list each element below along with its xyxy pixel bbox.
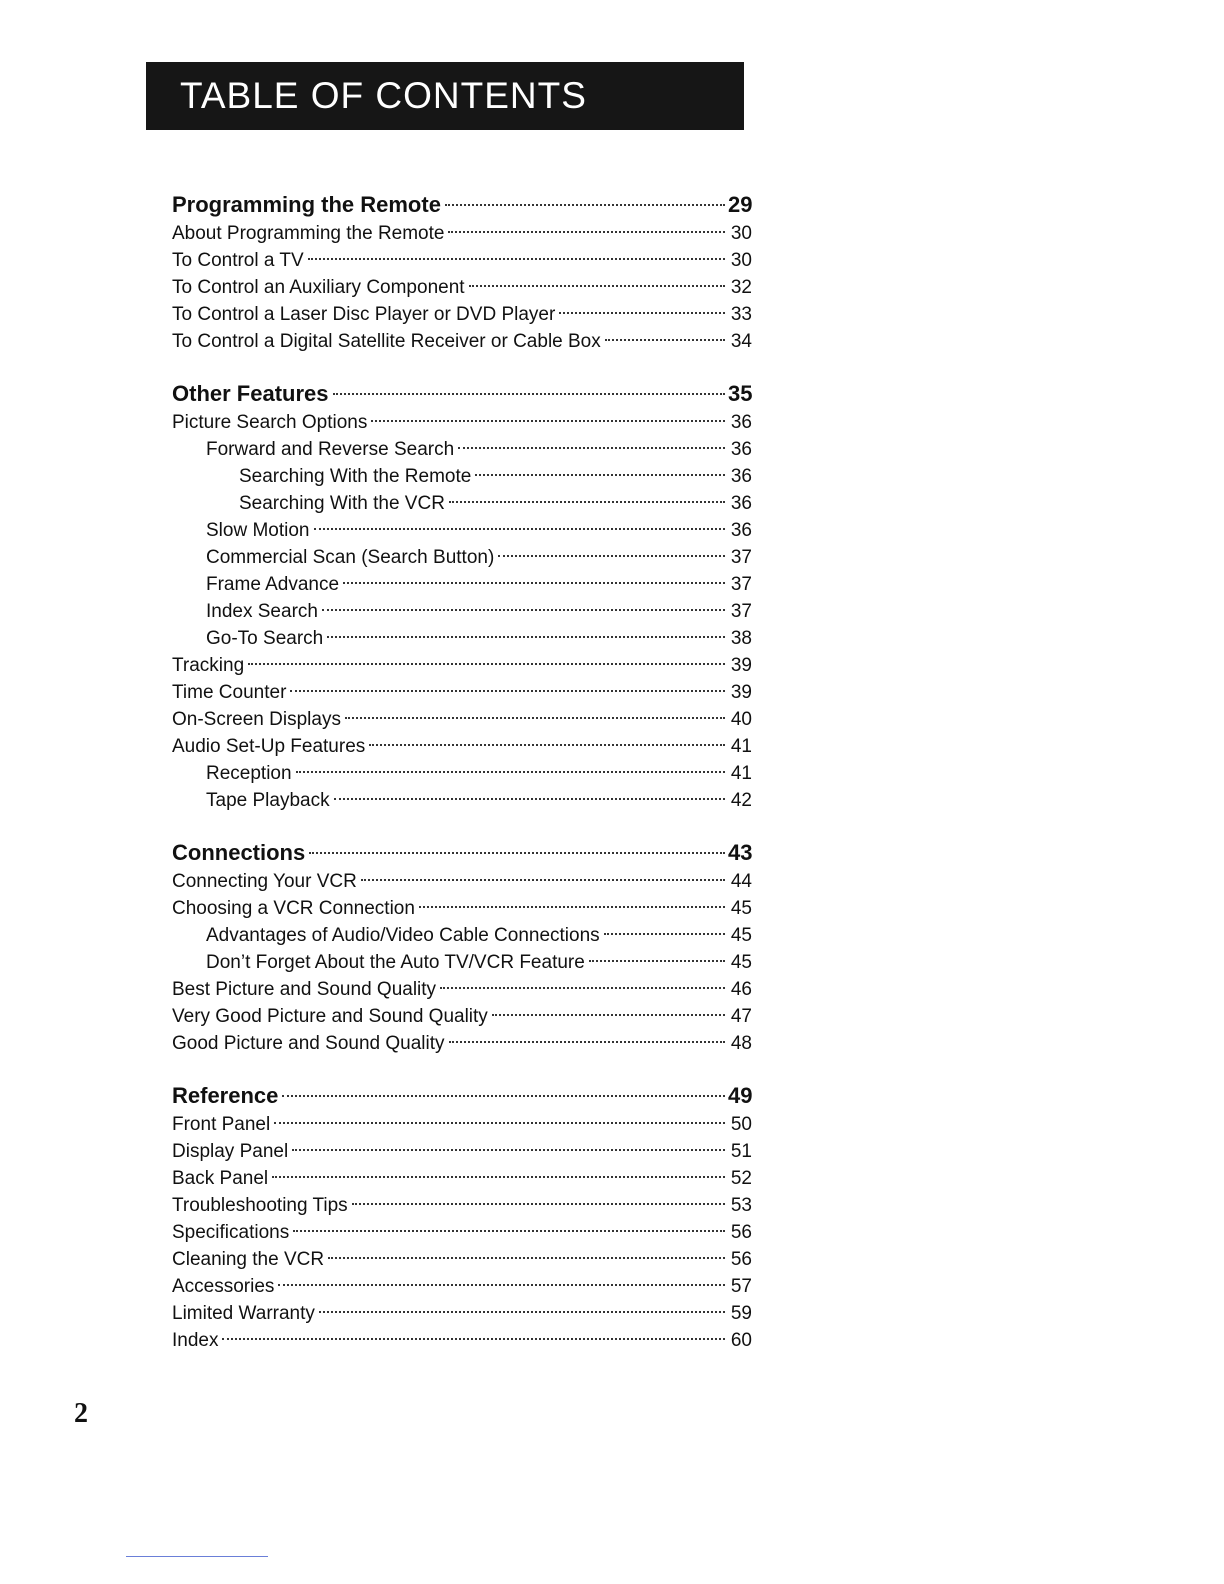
toc-entry[interactable] bbox=[172, 733, 752, 760]
toc-leader-dots bbox=[248, 663, 725, 665]
toc-entry[interactable] bbox=[172, 679, 752, 706]
toc-entry-page: 41 bbox=[730, 736, 752, 757]
toc-section-heading[interactable] bbox=[172, 838, 752, 868]
toc-leader-dots bbox=[352, 1203, 725, 1205]
toc-entry-title: About Programming the Remote bbox=[172, 223, 445, 244]
toc-entry-title: Don’t Forget About the Auto TV/VCR Feature bbox=[206, 952, 585, 973]
toc-leader-dots bbox=[222, 1338, 725, 1340]
toc-heading-title: Reference bbox=[172, 1083, 279, 1108]
toc-entry[interactable] bbox=[172, 409, 752, 436]
toc-entry-page: 36 bbox=[730, 439, 752, 460]
toc-entry-title: To Control a TV bbox=[172, 250, 304, 271]
toc-entry[interactable] bbox=[172, 652, 752, 679]
toc-leader-dots bbox=[309, 852, 725, 854]
toc-entry-page: 42 bbox=[730, 790, 752, 811]
toc-leader-dots bbox=[282, 1095, 725, 1097]
toc-entry-page: 60 bbox=[730, 1330, 752, 1351]
toc-leader-dots bbox=[327, 636, 725, 638]
toc-leader-dots bbox=[290, 690, 725, 692]
toc-entry-page: 32 bbox=[730, 277, 752, 298]
toc-entry-page: 37 bbox=[730, 574, 752, 595]
toc-entry-page: 34 bbox=[730, 331, 752, 352]
toc-entry-title: Connecting Your VCR bbox=[172, 871, 357, 892]
toc-leader-dots bbox=[371, 420, 725, 422]
toc-entry[interactable] bbox=[172, 706, 752, 733]
toc-entry[interactable] bbox=[172, 598, 752, 625]
toc-leader-dots bbox=[308, 258, 725, 260]
toc-entry-page: 39 bbox=[730, 682, 752, 703]
toc-entry[interactable] bbox=[172, 247, 752, 274]
toc-entry-title: Slow Motion bbox=[206, 520, 310, 541]
toc-entry[interactable] bbox=[172, 544, 752, 571]
toc-leader-dots bbox=[272, 1176, 725, 1178]
toc-entry-title: Troubleshooting Tips bbox=[172, 1195, 348, 1216]
toc-entry-page: 56 bbox=[730, 1222, 752, 1243]
toc-entry-page: 51 bbox=[730, 1141, 752, 1162]
toc-entry-title: To Control a Laser Disc Player or DVD Player bbox=[172, 304, 556, 325]
toc-entry-page: 50 bbox=[730, 1114, 752, 1135]
toc-leader-dots bbox=[333, 393, 726, 395]
toc-leader-dots bbox=[448, 231, 725, 233]
toc-entry-page: 38 bbox=[730, 628, 752, 649]
toc-entry-page: 45 bbox=[730, 952, 752, 973]
toc-leader-dots bbox=[334, 798, 725, 800]
toc-entry-title: Tracking bbox=[172, 655, 245, 676]
toc-entry[interactable] bbox=[172, 1003, 752, 1030]
toc-leader-dots bbox=[345, 717, 725, 719]
toc-entry-page: 30 bbox=[730, 223, 752, 244]
toc-entry-page: 36 bbox=[730, 493, 752, 514]
toc-entry[interactable] bbox=[172, 1030, 752, 1057]
toc-leader-dots bbox=[605, 339, 725, 341]
toc-entry-page: 40 bbox=[730, 709, 752, 730]
toc-leader-dots bbox=[419, 906, 725, 908]
toc-section-heading[interactable] bbox=[172, 190, 752, 220]
header-bar bbox=[146, 62, 744, 130]
toc-entry[interactable] bbox=[172, 868, 752, 895]
toc-entry[interactable] bbox=[172, 760, 752, 787]
toc-leader-dots bbox=[440, 987, 725, 989]
toc-leader-dots bbox=[492, 1014, 725, 1016]
toc-entry-title: Cleaning the VCR bbox=[172, 1249, 325, 1270]
toc-leader-dots bbox=[278, 1284, 725, 1286]
toc-entry-title: Limited Warranty bbox=[172, 1303, 315, 1324]
toc-entry-page: 36 bbox=[730, 412, 752, 433]
toc-entry-page: 45 bbox=[730, 925, 752, 946]
toc-leader-dots bbox=[589, 960, 725, 962]
toc-entry[interactable] bbox=[172, 1246, 752, 1273]
toc-entry[interactable] bbox=[172, 1273, 752, 1300]
toc-entry-title: Very Good Picture and Sound Quality bbox=[172, 1006, 488, 1027]
toc-entry-title: To Control an Auxiliary Component bbox=[172, 277, 465, 298]
toc-section bbox=[172, 379, 752, 814]
toc-leader-dots bbox=[361, 879, 725, 881]
toc-entry[interactable] bbox=[172, 1327, 752, 1354]
toc-entry[interactable] bbox=[172, 274, 752, 301]
toc-entry[interactable] bbox=[172, 328, 752, 355]
toc-entry[interactable] bbox=[172, 1165, 752, 1192]
toc-entry-page: 52 bbox=[730, 1168, 752, 1189]
toc-leader-dots bbox=[475, 474, 725, 476]
toc-leader-dots bbox=[296, 771, 725, 773]
toc-entry-title: Searching With the Remote bbox=[239, 466, 472, 487]
toc-entry-title: Best Picture and Sound Quality bbox=[172, 979, 437, 1000]
toc-entry[interactable] bbox=[172, 1300, 752, 1327]
toc-entry-page: 36 bbox=[730, 466, 752, 487]
toc-leader-dots bbox=[449, 501, 725, 503]
toc-entry-title: Advantages of Audio/Video Cable Connections bbox=[206, 925, 600, 946]
table-of-contents bbox=[172, 190, 752, 1378]
toc-entry[interactable] bbox=[172, 922, 752, 949]
toc-entry-title: Reception bbox=[206, 763, 292, 784]
toc-heading-page: 49 bbox=[728, 1083, 753, 1108]
toc-entry-title: Forward and Reverse Search bbox=[206, 439, 455, 460]
toc-entry[interactable] bbox=[172, 976, 752, 1003]
toc-entry[interactable] bbox=[172, 490, 752, 517]
toc-entry-page: 45 bbox=[730, 898, 752, 919]
toc-entry-page: 59 bbox=[730, 1303, 752, 1324]
toc-entry-page: 33 bbox=[730, 304, 752, 325]
toc-entry[interactable] bbox=[172, 895, 752, 922]
toc-section bbox=[172, 1081, 752, 1354]
toc-entry-page: 44 bbox=[730, 871, 752, 892]
toc-entry-title: Specifications bbox=[172, 1222, 290, 1243]
toc-entry[interactable] bbox=[172, 436, 752, 463]
toc-leader-dots bbox=[314, 528, 726, 530]
toc-leader-dots bbox=[449, 1041, 725, 1043]
toc-entry[interactable] bbox=[172, 463, 752, 490]
toc-heading-page: 35 bbox=[728, 381, 753, 406]
toc-leader-dots bbox=[319, 1311, 725, 1313]
toc-entry-title: On-Screen Displays bbox=[172, 709, 341, 730]
toc-entry[interactable] bbox=[172, 301, 752, 328]
toc-entry-title: Back Panel bbox=[172, 1168, 269, 1189]
toc-entry[interactable] bbox=[172, 1219, 752, 1246]
toc-entry-title: Good Picture and Sound Quality bbox=[172, 1033, 445, 1054]
toc-leader-dots bbox=[458, 447, 725, 449]
toc-leader-dots bbox=[292, 1149, 725, 1151]
toc-leader-dots bbox=[559, 312, 725, 314]
toc-leader-dots bbox=[322, 609, 725, 611]
toc-entry-page: 46 bbox=[730, 979, 752, 1000]
toc-leader-dots bbox=[469, 285, 725, 287]
toc-entry-page: 39 bbox=[730, 655, 752, 676]
toc-entry-title: To Control a Digital Satellite Receiver or Cable Box bbox=[172, 331, 601, 352]
toc-entry-title: Audio Set-Up Features bbox=[172, 736, 366, 757]
toc-entry[interactable] bbox=[172, 517, 752, 544]
toc-entry-title: Display Panel bbox=[172, 1141, 289, 1162]
toc-leader-dots bbox=[293, 1230, 725, 1232]
toc-entry-title: Index Search bbox=[206, 601, 318, 622]
toc-leader-dots bbox=[445, 204, 725, 206]
toc-entry-page: 36 bbox=[730, 520, 752, 541]
toc-entry-title: Index bbox=[172, 1330, 219, 1351]
toc-leader-dots bbox=[328, 1257, 725, 1259]
toc-entry[interactable] bbox=[172, 1138, 752, 1165]
toc-leader-dots bbox=[369, 744, 725, 746]
page-number: 2 bbox=[74, 1398, 88, 1429]
toc-entry-page: 48 bbox=[730, 1033, 752, 1054]
toc-entry[interactable] bbox=[172, 787, 752, 814]
toc-entry-page: 47 bbox=[730, 1006, 752, 1027]
toc-heading-page: 29 bbox=[728, 192, 753, 217]
toc-entry-title: Accessories bbox=[172, 1276, 275, 1297]
toc-heading-title: Connections bbox=[172, 840, 306, 865]
toc-entry-title: Frame Advance bbox=[206, 574, 340, 595]
toc-entry-title: Choosing a VCR Connection bbox=[172, 898, 415, 919]
toc-section bbox=[172, 190, 752, 355]
toc-entry-page: 56 bbox=[730, 1249, 752, 1270]
toc-entry-title: Go-To Search bbox=[206, 628, 324, 649]
toc-entry[interactable] bbox=[172, 949, 752, 976]
toc-entry-title: Searching With the VCR bbox=[239, 493, 445, 514]
toc-entry-title: Picture Search Options bbox=[172, 412, 368, 433]
toc-entry-page: 57 bbox=[730, 1276, 752, 1297]
toc-heading-title: Other Features bbox=[172, 381, 329, 406]
toc-leader-dots bbox=[604, 933, 725, 935]
toc-section-heading[interactable] bbox=[172, 1081, 752, 1111]
toc-section bbox=[172, 838, 752, 1057]
toc-entry-page: 37 bbox=[730, 547, 752, 568]
footer-rule bbox=[126, 1556, 268, 1557]
toc-entry[interactable] bbox=[172, 625, 752, 652]
toc-heading-title: Programming the Remote bbox=[172, 192, 441, 217]
toc-entry-title: Time Counter bbox=[172, 682, 287, 703]
toc-entry-page: 37 bbox=[730, 601, 752, 622]
page-title: TABLE OF CONTENTS bbox=[180, 75, 587, 116]
toc-leader-dots bbox=[343, 582, 725, 584]
toc-entry-title: Front Panel bbox=[172, 1114, 271, 1135]
toc-entry-page: 30 bbox=[730, 250, 752, 271]
toc-heading-page: 43 bbox=[728, 840, 753, 865]
toc-leader-dots bbox=[498, 555, 725, 557]
toc-entry[interactable] bbox=[172, 571, 752, 598]
toc-section-heading[interactable] bbox=[172, 379, 752, 409]
toc-entry-title: Commercial Scan (Search Button) bbox=[206, 547, 495, 568]
toc-entry-page: 41 bbox=[730, 763, 752, 784]
toc-entry-title: Tape Playback bbox=[206, 790, 330, 811]
toc-entry[interactable] bbox=[172, 1111, 752, 1138]
toc-leader-dots bbox=[274, 1122, 725, 1124]
toc-entry[interactable] bbox=[172, 220, 752, 247]
toc-entry[interactable] bbox=[172, 1192, 752, 1219]
toc-entry-page: 53 bbox=[730, 1195, 752, 1216]
